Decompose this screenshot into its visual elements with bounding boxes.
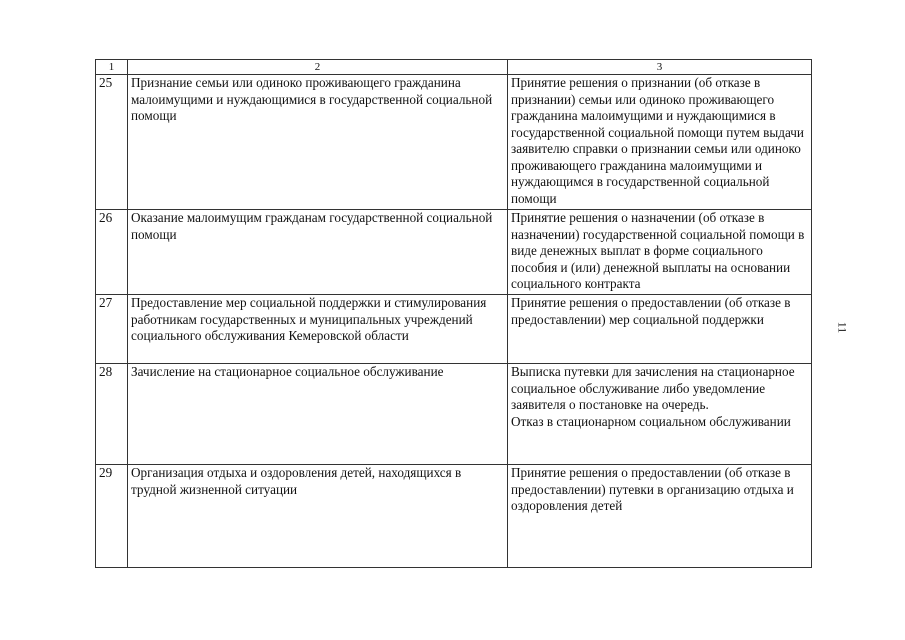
service-result: Принятие решения о назначении (об отказе в назначении) государственной социальной помощи в виде денежных выплат в форме социального пособия и (или) денежной выплаты на основании социального контракта	[508, 210, 812, 295]
service-result: Принятие решения о признании (об отказе в признании) семьи или одиноко проживающего гражданина малоимущими и нуждающимися в государственной социальной помощи путем выдачи заявителю справки о признании семьи или одиноко проживающего гражданина малоимущими и нуждающимся в государственной социальной помощи	[508, 75, 812, 210]
page-number: 11	[835, 321, 850, 334]
service-result: Выписка путевки для зачисления на стационарное социальное обслуживание либо уведомление заявителя о постановке на очередь.	[511, 364, 795, 412]
table-row	[96, 364, 812, 465]
table-row	[96, 75, 812, 210]
table-row	[96, 465, 812, 568]
row-number: 29	[96, 465, 128, 568]
header-cell-2: 2	[128, 60, 508, 75]
services-table	[95, 59, 812, 568]
table-header-row	[96, 60, 812, 75]
service-name: Признание семьи или одиноко проживающего гражданина малоимущими и нуждающимися в государственной социальной помощи	[128, 75, 508, 210]
service-result: Принятие решения о предоставлении (об отказе в предоставлении) мер социальной поддержки	[508, 295, 812, 364]
header-cell-3: 3	[508, 60, 812, 75]
header-cell-1: 1	[96, 60, 128, 75]
service-name: Предоставление мер социальной поддержки и стимулирования работникам государственных и муниципальных учреждений социального обслуживания Кемеровской области	[128, 295, 508, 364]
row-number: 28	[96, 364, 128, 465]
service-name: Оказание малоимущим гражданам государственной социальной помощи	[128, 210, 508, 295]
service-name: Организация отдыха и оздоровления детей, находящихся в трудной жизненной ситуации	[128, 465, 508, 568]
service-result: Принятие решения о предоставлении (об отказе в предоставлении) путевки в организацию отдыха и оздоровления детей	[508, 465, 812, 568]
table-row	[96, 210, 812, 295]
service-name: Зачисление на стационарное социальное обслуживание	[128, 364, 508, 465]
row-number: 25	[96, 75, 128, 210]
row-number: 27	[96, 295, 128, 364]
service-result-cell	[508, 364, 812, 465]
row-number: 26	[96, 210, 128, 295]
service-result-refusal: Отказ в стационарном социальном обслуживании	[511, 413, 791, 429]
table-row	[96, 295, 812, 364]
